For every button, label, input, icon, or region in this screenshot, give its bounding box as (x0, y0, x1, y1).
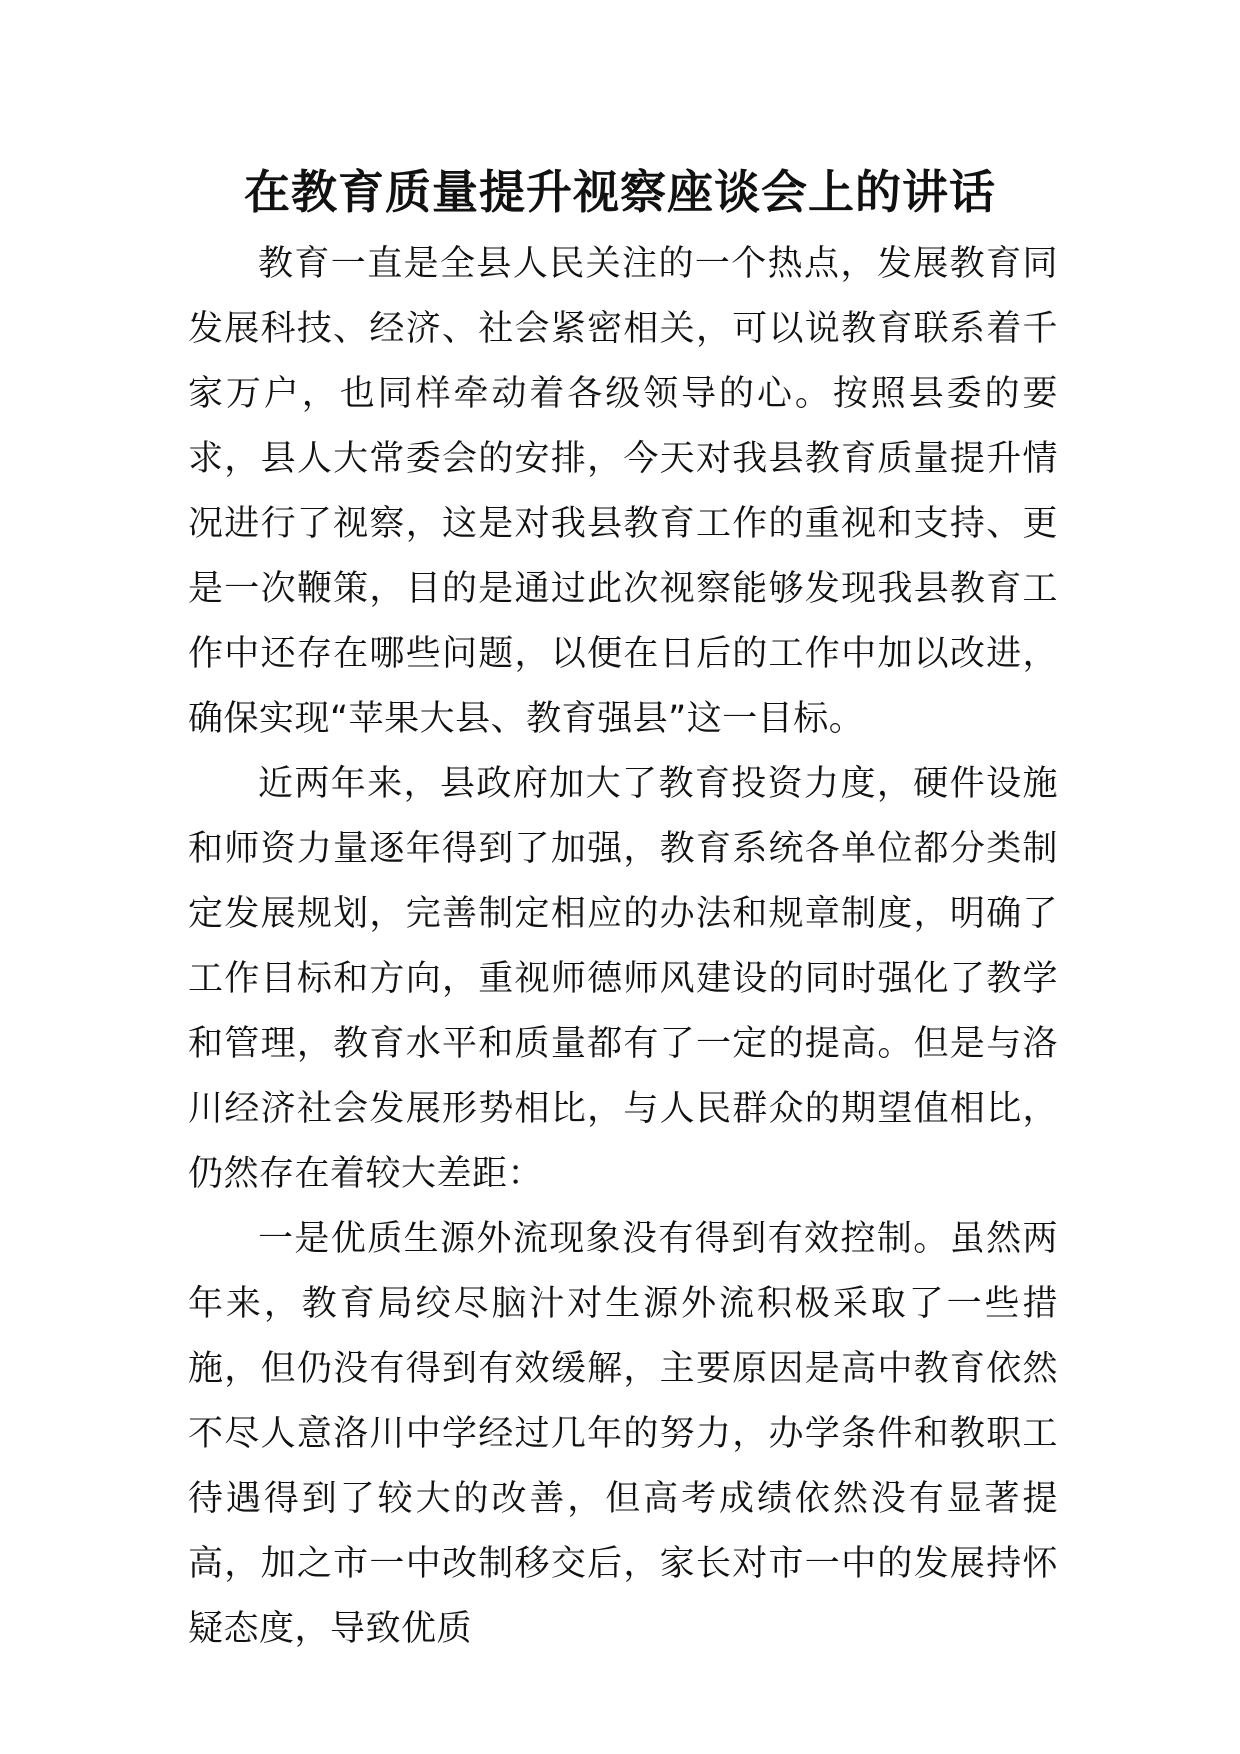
paragraph-3-text: 虽然两年来，教育局绞尽脑汁对生源外流积极采取了一些措施，但仍没有得到有效缓解，主要原因是高中教育依然不尽人意洛川中学经过几年的努力，办学条件和教职工待遇得到了较大的改善，但高考成绩依然没有显著提高，加之市一中改制移交后，家长对市一中的发展持怀疑态度，导致优质 (188, 1219, 1058, 1649)
paragraph-1 (188, 232, 1058, 752)
paragraph-2 (188, 752, 1058, 1207)
paragraph-3-lead: 一是优质生源外流现象没有得到有效控制。 (258, 1219, 950, 1259)
paragraph-2-text: 近两年来，县政府加大了教育投资力度，硬件设施和师资力量逐年得到了加强，教育系统各单位都分类制定发展规划，完善制定相应的办法和规章制度，明确了工作目标和方向，重视师德师风建设的同时强化了教学和管理，教育水平和质量都有了一定的提高。但是与洛川经济社会发展形势相比，与人民群众的期望值相比，仍然存在着较大差距： (188, 764, 1058, 1194)
paragraph-1-text: 教育一直是全县人民关注的一个热点，发展教育同发展科技、经济、社会紧密相关，可以说教育联系着千家万户，也同样牵动着各级领导的心。按照县委的要求，县人大常委会的安排，今天对我县教育质量提升情况进行了视察，这是对我县教育工作的重视和支持、更是一次鞭策，目的是通过此次视察能够发现我县教育工作中还存在哪些问题，以便在日后的工作中加以改进，确保实现“苹果大县、教育强县”这一目标。 (188, 244, 1058, 739)
paragraph-3 (188, 1207, 1058, 1662)
document-body (188, 232, 1058, 1662)
document-title: 在教育质量提升视察座谈会上的讲话 (244, 165, 996, 219)
